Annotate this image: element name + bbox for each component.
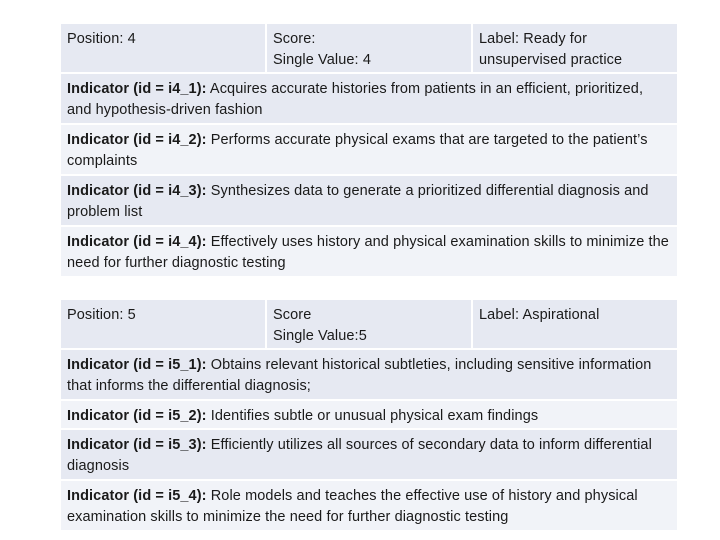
indicator-cell: [61, 401, 677, 428]
indicator-text: Efficiently utilizes all sources of secondary data to inform differential diagnosis: [67, 437, 652, 474]
position-label: Position:: [67, 307, 124, 323]
indicator-id: Indicator (id = i4_1):: [67, 81, 207, 97]
single-value: 4: [362, 52, 371, 68]
indicator-text: Acquires accurate histories from patients in an efficient, prioritized, and hypothesis-driven fashion: [67, 81, 644, 118]
score-cell: [267, 300, 471, 348]
milestone-table-position-4: [61, 24, 677, 278]
indicator-row: [61, 176, 677, 225]
indicator-id: Indicator (id = i5_2):: [67, 408, 207, 424]
label-label: Label:: [479, 307, 520, 323]
indicator-text: Effectively uses history and physical examination skills to minimize the need for further diagnostic testing: [67, 234, 669, 271]
single-value: 5: [358, 328, 367, 344]
indicator-text: Performs accurate physical exams that are targeted to the patient’s complaints: [67, 132, 648, 169]
table-header-row: [61, 300, 677, 348]
indicator-cell: [61, 176, 677, 225]
indicator-id: Indicator (id = i5_1):: [67, 357, 207, 373]
indicator-cell: [61, 125, 677, 174]
indicator-row: [61, 350, 677, 399]
score-cell: [267, 24, 471, 72]
position-cell: [61, 24, 265, 72]
indicator-row: [61, 74, 677, 123]
indicator-text: Role models and teaches the effective use of history and physical examination skills to minimize the need for further diagnostic testing: [67, 488, 638, 525]
indicator-id: Indicator (id = i4_2):: [67, 132, 207, 148]
indicator-cell: [61, 227, 677, 276]
score-label: Score: [273, 307, 312, 323]
label-cell: [473, 24, 677, 72]
indicator-text: Synthesizes data to generate a prioritized differential diagnosis and problem list: [67, 183, 649, 220]
single-value-label: Single Value:: [273, 52, 359, 68]
position-label: Position:: [67, 31, 124, 47]
indicator-id: Indicator (id = i4_3):: [67, 183, 207, 199]
label-cell: [473, 300, 677, 348]
indicator-row: [61, 125, 677, 174]
position-cell: [61, 300, 265, 348]
indicator-id: Indicator (id = i5_4):: [67, 488, 207, 504]
indicator-cell: [61, 74, 677, 123]
label-label: Label:: [479, 31, 520, 47]
indicator-row: [61, 401, 677, 428]
label-value: Ready for unsupervised practice: [479, 31, 623, 68]
indicator-id: Indicator (id = i5_3):: [67, 437, 207, 453]
position-value: 4: [127, 31, 136, 47]
indicator-cell: [61, 481, 677, 530]
indicator-row: [61, 481, 677, 530]
indicator-cell: [61, 350, 677, 399]
table-header-row: [61, 24, 677, 72]
indicator-row: [61, 227, 677, 276]
position-value: 5: [127, 307, 136, 323]
label-value: Aspirational: [522, 307, 600, 323]
single-value-label: Single Value:: [273, 328, 359, 344]
score-label: Score:: [273, 31, 316, 47]
indicator-cell: [61, 430, 677, 479]
indicator-row: [61, 430, 677, 479]
indicator-id: Indicator (id = i4_4):: [67, 234, 207, 250]
indicator-text: Identifies subtle or unusual physical exam findings: [210, 408, 539, 424]
indicator-text: Obtains relevant historical subtleties, including sensitive information that informs the differential diagnosis;: [67, 357, 652, 394]
milestone-table-position-5: [61, 300, 677, 532]
